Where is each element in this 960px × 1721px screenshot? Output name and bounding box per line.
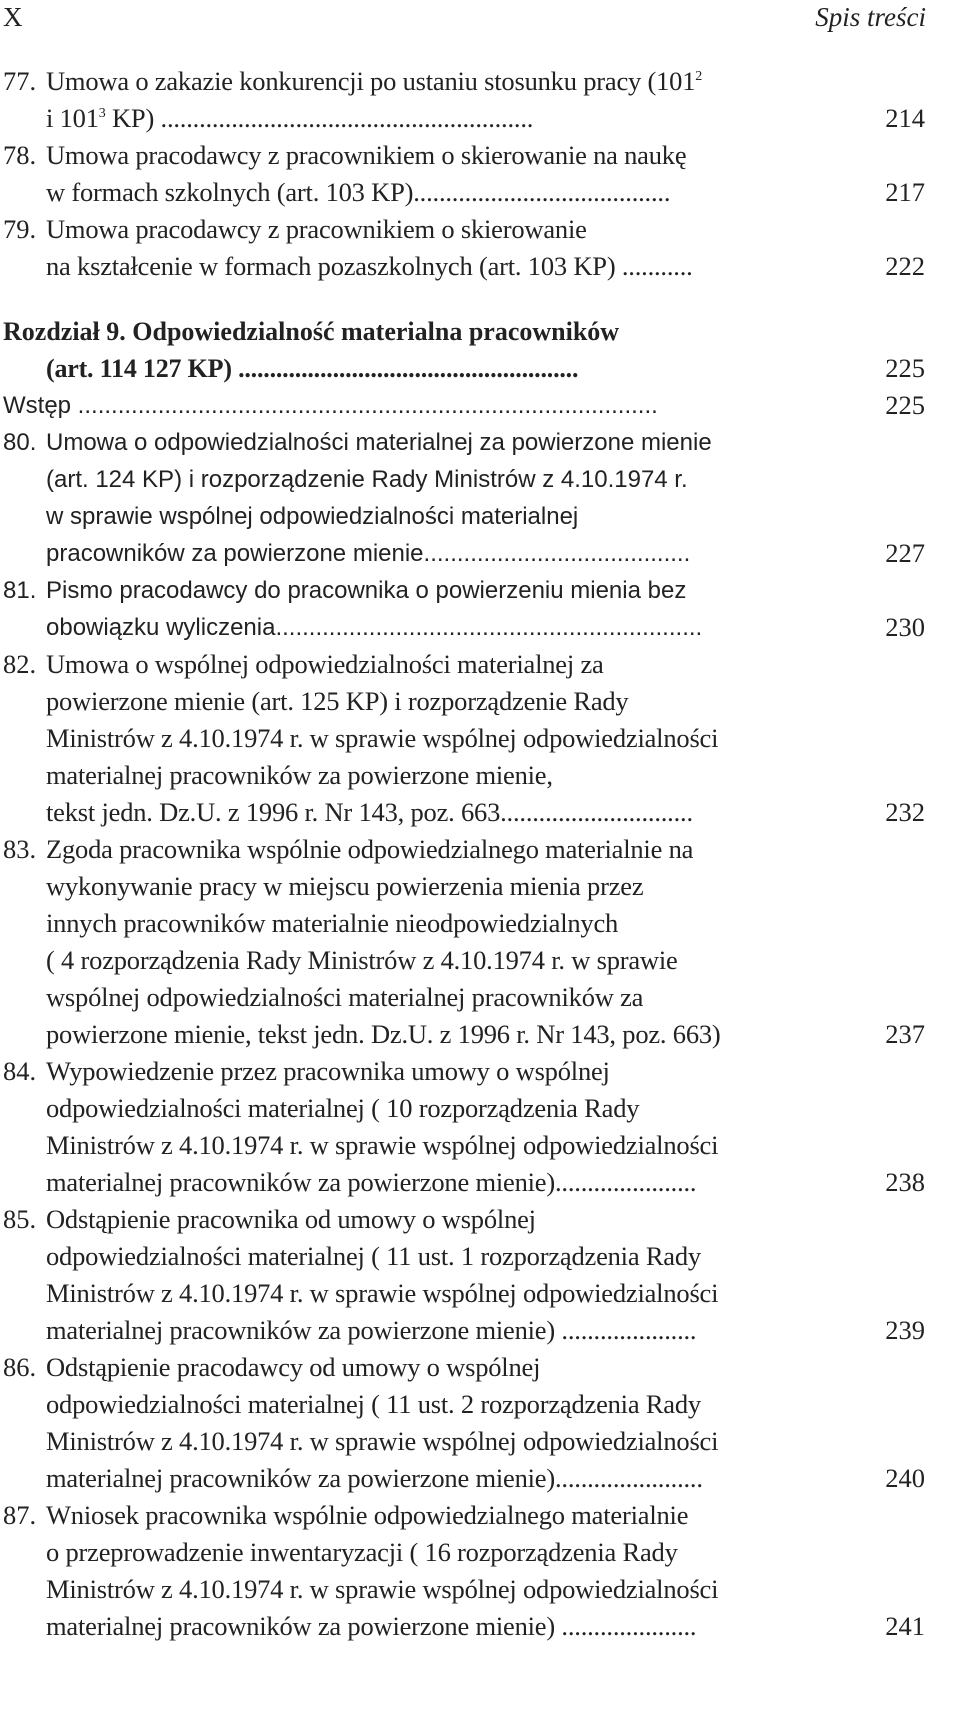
- toc-chapter-9[interactable]: [3, 313, 925, 387]
- entry-text-line: Odstąpienie pracownika od umowy o wspólnej: [46, 1204, 536, 1234]
- entry-text-line: obowiązku wyliczenia................................................................: [46, 614, 703, 641]
- entry-text-line: Ministrów z 4.10.1974 r. w sprawie wspólnej odpowiedzialności: [46, 1130, 719, 1160]
- page-number: 227: [885, 538, 925, 568]
- entry-text-line: wspólnej odpowiedzialności materialnej pracowników za: [46, 982, 644, 1012]
- entry-text-line: Ministrów z 4.10.1974 r. w sprawie wspólnej odpowiedzialności: [46, 723, 719, 753]
- superscript: 3: [98, 106, 106, 121]
- page-number: 225: [885, 390, 925, 420]
- entry-number: 86.: [3, 1352, 37, 1382]
- page-number: 241: [885, 1611, 925, 1641]
- entry-text-line: materialnej pracowników za powierzone mienie) .....................: [46, 1611, 697, 1641]
- toc-entry-78[interactable]: [3, 137, 925, 211]
- entry-text-line: Ministrów z 4.10.1974 r. w sprawie wspólnej odpowiedzialności: [46, 1426, 719, 1456]
- entry-text-line: Wstęp .......................................................................................: [3, 392, 658, 419]
- toc-entry-83[interactable]: [3, 831, 925, 1053]
- entry-text-line: Umowa pracodawcy z pracownikiem o skierowanie: [46, 214, 587, 244]
- toc-entry-84[interactable]: [3, 1053, 925, 1201]
- entry-text-line: w formach szkolnych (art. 103 KP)........................................: [46, 177, 671, 207]
- page-number: 217: [885, 177, 925, 207]
- entry-text-line: i $101^3$ KP) ..........................................................: [46, 103, 534, 133]
- page-number: 240: [885, 1463, 925, 1493]
- entry-text-line: Umowa pracodawcy z pracownikiem o skierowanie na naukę: [46, 140, 687, 170]
- entry-text-line: materialnej pracowników za powierzone mienie)......................: [46, 1167, 697, 1197]
- page-number: 214: [885, 103, 925, 133]
- entry-text-line: Ministrów z 4.10.1974 r. w sprawie wspólnej odpowiedzialności: [46, 1574, 719, 1604]
- chapter-heading-line: (art. 114 127 KP) ......................................................: [46, 354, 579, 383]
- page-number: 222: [885, 251, 925, 281]
- toc-entry-80[interactable]: [3, 424, 925, 572]
- entry-number: 77.: [3, 66, 37, 96]
- page-number: 238: [885, 1167, 925, 1197]
- entry-text-line: tekst jedn. Dz.U. z 1996 r. Nr 143, poz. 663..............................: [46, 797, 693, 827]
- entry-number: 85.: [3, 1204, 37, 1234]
- entry-text-line: w sprawie wspólnej odpowiedzialności materialnej: [46, 503, 579, 530]
- running-head: [0, 2, 960, 42]
- entry-text-line: wykonywanie pracy w miejscu powierzenia mienia przez: [46, 871, 644, 901]
- entry-text-line: odpowiedzialności materialnej ( 11 ust. 2 rozporządzenia Rady: [46, 1389, 701, 1419]
- entry-text-line: ( 4 rozporządzenia Rady Ministrów z 4.10.1974 r. w sprawie: [46, 945, 678, 975]
- entry-text-line: pracowników za powierzone mienie........................................: [46, 540, 691, 567]
- section-title: Spis treści: [815, 2, 926, 32]
- entry-number: 82.: [3, 649, 37, 679]
- spacer: [3, 285, 925, 313]
- page-folio: X: [3, 2, 23, 32]
- entry-number: 83.: [3, 834, 37, 864]
- toc-entry-77[interactable]: [3, 63, 925, 137]
- entry-text-line: materialnej pracowników za powierzone mienie).......................: [46, 1463, 703, 1493]
- entry-number: 84.: [3, 1056, 37, 1086]
- entry-text-line: odpowiedzialności materialnej ( 10 rozporządzenia Rady: [46, 1093, 640, 1123]
- entry-text-line: materialnej pracowników za powierzone mienie,: [46, 760, 553, 790]
- entry-text-line: Odstąpienie pracodawcy od umowy o wspólnej: [46, 1352, 541, 1382]
- toc-entry-85[interactable]: [3, 1201, 925, 1349]
- table-of-contents: [3, 63, 925, 1645]
- superscript: 2: [695, 69, 703, 84]
- page-number: 237: [885, 1019, 925, 1049]
- entry-number: 81.: [3, 577, 37, 604]
- page-number: 225: [885, 353, 925, 383]
- entry-text-line: o przeprowadzenie inwentaryzacji ( 16 rozporządzenia Rady: [46, 1537, 678, 1567]
- entry-text-line: powierzone mienie, tekst jedn. Dz.U. z 1996 r. Nr 143, poz. 663): [46, 1019, 721, 1049]
- entry-text-line: powierzone mienie (art. 125 KP) i rozporządzenie Rady: [46, 686, 629, 716]
- toc-entry-82[interactable]: [3, 646, 925, 831]
- toc-entry-79[interactable]: [3, 211, 925, 285]
- entry-text-line: Umowa o wspólnej odpowiedzialności materialnej za: [46, 649, 604, 679]
- entry-text-line: Ministrów z 4.10.1974 r. w sprawie wspólnej odpowiedzialności: [46, 1278, 719, 1308]
- toc-entry-87[interactable]: [3, 1497, 925, 1645]
- page-number: 230: [885, 612, 925, 642]
- entry-text-line: (art. 124 KP) i rozporządzenie Rady Ministrów z 4.10.1974 r.: [46, 466, 688, 493]
- entry-text-line: Wypowiedzenie przez pracownika umowy o wspólnej: [46, 1056, 610, 1086]
- entry-text-line: innych pracowników materialnie nieodpowiedzialnych: [46, 908, 619, 938]
- entry-text-line: Umowa o odpowiedzialności materialnej za powierzone mienie: [46, 429, 712, 456]
- chapter-heading-line: Rozdział 9. Odpowiedzialność materialna pracowników: [3, 317, 620, 346]
- entry-text-line: materialnej pracowników za powierzone mienie) .....................: [46, 1315, 697, 1345]
- entry-text-line: odpowiedzialności materialnej ( 11 ust. 1 rozporządzenia Rady: [46, 1241, 701, 1271]
- toc-entry-86[interactable]: [3, 1349, 925, 1497]
- entry-text-line: Umowa o zakazie konkurencji po ustaniu stosunku pracy ($101^2$: [46, 66, 703, 96]
- entry-text-line: Wniosek pracownika wspólnie odpowiedzialnego materialnie: [46, 1500, 689, 1530]
- entry-text-line: na kształcenie w formach pozaszkolnych (art. 103 KP) ...........: [46, 251, 693, 281]
- entry-number: 78.: [3, 140, 37, 170]
- entry-number: 79.: [3, 214, 37, 244]
- toc-entry-81[interactable]: [3, 572, 925, 646]
- entry-number: 87.: [3, 1500, 37, 1530]
- entry-text-line: Zgoda pracownika wspólnie odpowiedzialnego materialnie na: [46, 834, 694, 864]
- toc-entry-wstep[interactable]: [3, 387, 925, 424]
- page-number: 232: [885, 797, 925, 827]
- page-number: 239: [885, 1315, 925, 1345]
- entry-text-line: Pismo pracodawcy do pracownika o powierzeniu mienia bez: [46, 577, 687, 604]
- entry-number: 80.: [3, 429, 37, 456]
